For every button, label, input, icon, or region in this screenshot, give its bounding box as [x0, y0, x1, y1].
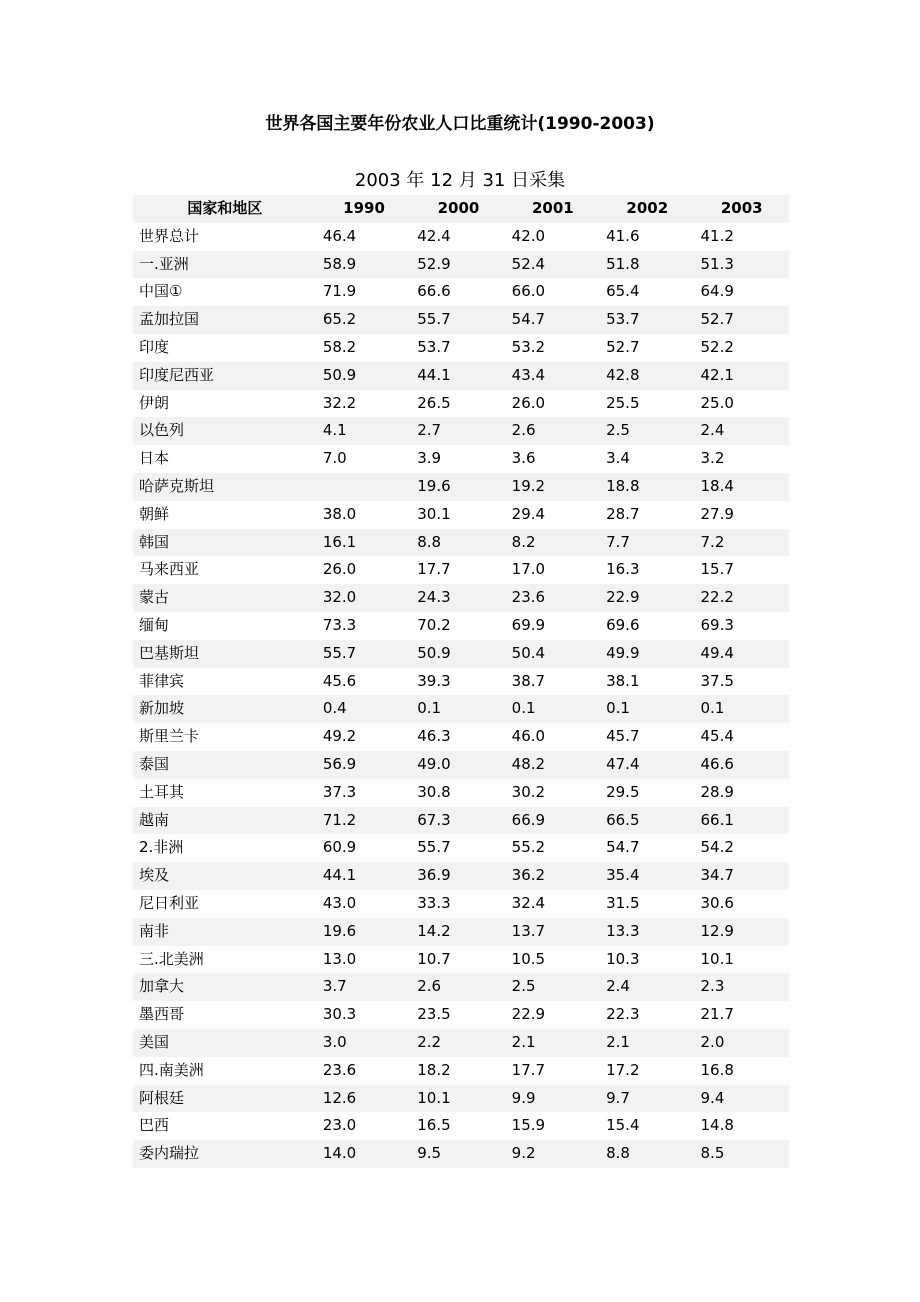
- value-2001-cell: 66.9: [506, 807, 600, 835]
- table-row: [133, 445, 789, 473]
- value-2002-cell: 10.3: [606, 949, 640, 968]
- value-2003-cell: 64.9: [700, 282, 734, 301]
- value-2000-cell: 50.9: [411, 640, 505, 668]
- value-1990-cell: 60.9: [322, 838, 357, 857]
- table-row: [133, 695, 789, 723]
- region-cell: 新加坡: [133, 695, 317, 723]
- region-cell: 巴西: [139, 1116, 170, 1135]
- region-cell: 孟加拉国: [133, 306, 317, 334]
- value-1990-cell: 71.2: [317, 807, 411, 835]
- value-2000-cell: 52.9: [411, 251, 505, 279]
- value-1990-cell: 46.4: [322, 226, 357, 245]
- table-row: [133, 417, 789, 445]
- value-2002-cell: 25.5: [606, 393, 640, 412]
- region-cell: 加拿大: [133, 973, 317, 1001]
- value-2002-cell: 42.8: [600, 362, 694, 390]
- value-1990-cell: 30.3: [322, 1005, 357, 1024]
- value-1990-cell: 3.7: [317, 973, 411, 1001]
- value-2003-cell: 10.1: [700, 949, 734, 968]
- value-2003-cell: 22.2: [695, 584, 789, 612]
- value-2002-cell: 54.7: [606, 838, 640, 857]
- value-2000-cell: 33.3: [417, 893, 451, 912]
- region-cell: 委内瑞拉: [133, 1140, 317, 1168]
- value-2003-cell: 54.2: [700, 838, 734, 857]
- value-1990-cell: 4.1: [317, 417, 411, 445]
- value-2001-cell: 36.2: [506, 862, 600, 890]
- value-2003-cell: 37.5: [700, 671, 734, 690]
- value-2000-cell: 19.6: [411, 473, 505, 501]
- header-year-2002: 2002: [600, 195, 694, 223]
- value-1990-cell: 23.0: [322, 1116, 357, 1135]
- value-2002-cell: 52.7: [606, 337, 640, 356]
- table-row: [133, 946, 789, 974]
- value-1990-cell: 44.1: [317, 862, 411, 890]
- value-2001-cell: 46.0: [511, 727, 546, 746]
- value-2000-cell: 2.6: [411, 973, 505, 1001]
- value-2001-cell: 2.5: [506, 973, 600, 1001]
- table-row: [133, 1140, 789, 1168]
- value-1990-cell: 37.3: [322, 782, 357, 801]
- value-2002-cell: 22.9: [600, 584, 694, 612]
- value-2001-cell: 69.9: [511, 615, 546, 634]
- region-cell: 印度尼西亚: [133, 362, 317, 390]
- table-row: [133, 390, 789, 418]
- value-2002-cell: 41.6: [606, 226, 640, 245]
- value-2000-cell: 8.8: [411, 529, 505, 557]
- region-cell: 缅甸: [139, 615, 170, 634]
- value-1990-cell: 3.0: [317, 1029, 411, 1057]
- value-2000-cell: 53.7: [417, 337, 451, 356]
- value-1990-cell: 23.6: [322, 1060, 357, 1079]
- table-row: [133, 473, 789, 501]
- value-2001-cell: 0.1: [506, 695, 600, 723]
- value-2001-cell: 30.2: [511, 782, 546, 801]
- table-row: [133, 529, 789, 557]
- value-2001-cell: 3.6: [511, 449, 536, 468]
- value-2003-cell: 15.7: [700, 560, 734, 579]
- region-cell: 马来西亚: [139, 560, 200, 579]
- value-1990-cell: 12.6: [317, 1085, 411, 1113]
- region-cell: 以色列: [133, 417, 317, 445]
- table-row: [133, 334, 789, 362]
- region-cell: 埃及: [133, 862, 317, 890]
- value-2002-cell: 0.1: [600, 695, 694, 723]
- value-2002-cell: 2.1: [600, 1029, 694, 1057]
- collection-date: 2003 年 12 月 31 日采集: [354, 170, 566, 191]
- value-2002-cell: 29.5: [606, 782, 640, 801]
- value-2002-cell: 53.7: [600, 306, 694, 334]
- value-2001-cell: 32.4: [511, 893, 546, 912]
- value-2003-cell: 3.2: [700, 449, 725, 468]
- region-cell: 尼日利亚: [139, 893, 200, 912]
- value-2003-cell: 25.0: [700, 393, 734, 412]
- region-cell: 菲律宾: [139, 671, 185, 690]
- table-row: [133, 640, 789, 668]
- value-2003-cell: 21.7: [700, 1005, 734, 1024]
- region-cell: 墨西哥: [139, 1005, 185, 1024]
- table-row: [133, 807, 789, 835]
- value-2002-cell: 49.9: [600, 640, 694, 668]
- value-2001-cell: 2.6: [506, 417, 600, 445]
- value-1990-cell: 32.0: [317, 584, 411, 612]
- value-2001-cell: 26.0: [511, 393, 546, 412]
- table-row: [133, 556, 789, 584]
- table-row: [133, 501, 789, 529]
- value-1990-cell: 19.6: [317, 918, 411, 946]
- value-2003-cell: 46.6: [695, 751, 789, 779]
- region-cell: 美国: [133, 1029, 317, 1057]
- value-2002-cell: 51.8: [600, 251, 694, 279]
- value-2000-cell: 36.9: [411, 862, 505, 890]
- value-2000-cell: 23.5: [417, 1005, 451, 1024]
- value-1990-cell: 71.9: [322, 282, 357, 301]
- value-2000-cell: 70.2: [417, 615, 451, 634]
- value-1990-cell: 45.6: [322, 671, 357, 690]
- value-2003-cell: 42.1: [695, 362, 789, 390]
- value-1990-cell: 32.2: [322, 393, 357, 412]
- value-2003-cell: 49.4: [695, 640, 789, 668]
- value-2000-cell: 9.5: [411, 1140, 505, 1168]
- value-2000-cell: 3.9: [417, 449, 442, 468]
- table-row: [133, 251, 789, 279]
- region-cell: 一.亚洲: [133, 251, 317, 279]
- region-cell: 巴基斯坦: [133, 640, 317, 668]
- table-row: [133, 223, 789, 251]
- value-2002-cell: 9.7: [600, 1085, 694, 1113]
- value-2001-cell: 42.0: [511, 226, 546, 245]
- value-1990-cell: 16.1: [317, 529, 411, 557]
- table-row: [133, 973, 789, 1001]
- region-cell: 越南: [133, 807, 317, 835]
- value-1990-cell: 56.9: [317, 751, 411, 779]
- region-cell: 阿根廷: [133, 1085, 317, 1113]
- table-row: [133, 1057, 789, 1085]
- table-header: [133, 195, 789, 223]
- table-row: [133, 1112, 789, 1140]
- value-2001-cell: 55.2: [511, 838, 546, 857]
- region-cell: 南非: [133, 918, 317, 946]
- value-2002-cell: 3.4: [606, 449, 630, 468]
- value-2000-cell: 49.0: [411, 751, 505, 779]
- value-2000-cell: 66.6: [417, 282, 451, 301]
- region-cell: 三.北美洲: [139, 949, 204, 968]
- table-row: [133, 362, 789, 390]
- value-2000-cell: 26.5: [417, 393, 451, 412]
- value-2003-cell: 45.4: [700, 727, 734, 746]
- value-2003-cell: 30.6: [700, 893, 734, 912]
- value-2003-cell: 7.2: [695, 529, 789, 557]
- value-1990-cell: 26.0: [322, 560, 357, 579]
- value-2000-cell: 2.2: [411, 1029, 505, 1057]
- value-2003-cell: 16.8: [700, 1060, 734, 1079]
- value-2002-cell: 69.6: [606, 615, 640, 634]
- value-2002-cell: 47.4: [600, 751, 694, 779]
- agricultural-population-table: [133, 195, 789, 1168]
- value-2001-cell: 50.4: [506, 640, 600, 668]
- value-2003-cell: 27.9: [700, 504, 734, 523]
- value-2000-cell: 30.8: [417, 782, 451, 801]
- value-2001-cell: 66.0: [511, 282, 546, 301]
- region-cell: 蒙古: [133, 584, 317, 612]
- value-2001-cell: 38.7: [511, 671, 546, 690]
- header-year-1990: 1990: [317, 195, 411, 223]
- value-2003-cell: 0.1: [695, 695, 789, 723]
- header-region: 国家和地区: [133, 195, 317, 223]
- value-2000-cell: 30.1: [417, 504, 451, 523]
- value-2001-cell: 17.0: [511, 560, 546, 579]
- value-2000-cell: 16.5: [417, 1116, 451, 1135]
- header-year-2000: 2000: [411, 195, 505, 223]
- value-2003-cell: 28.9: [700, 782, 734, 801]
- value-2001-cell: 8.2: [506, 529, 600, 557]
- value-1990-cell: 65.2: [317, 306, 411, 334]
- region-cell: 哈萨克斯坦: [133, 473, 317, 501]
- value-2003-cell: 52.2: [700, 337, 734, 356]
- value-1990-cell: [317, 473, 411, 501]
- value-2003-cell: 14.8: [700, 1116, 734, 1135]
- value-2000-cell: 10.1: [411, 1085, 505, 1113]
- value-2001-cell: 54.7: [506, 306, 600, 334]
- table-body: [133, 223, 789, 1168]
- header-year-2001: 2001: [506, 195, 600, 223]
- value-2003-cell: 69.3: [700, 615, 734, 634]
- value-2002-cell: 2.5: [600, 417, 694, 445]
- value-2000-cell: 0.1: [411, 695, 505, 723]
- value-1990-cell: 49.2: [322, 727, 357, 746]
- value-2003-cell: 2.4: [695, 417, 789, 445]
- table-row: [133, 834, 789, 862]
- value-2001-cell: 13.7: [506, 918, 600, 946]
- table-row: [133, 278, 789, 306]
- value-1990-cell: 7.0: [322, 449, 347, 468]
- table-row: [133, 890, 789, 918]
- value-1990-cell: 14.0: [317, 1140, 411, 1168]
- value-2000-cell: 55.7: [411, 306, 505, 334]
- region-cell: 伊朗: [139, 393, 170, 412]
- region-cell: 朝鲜: [139, 504, 170, 523]
- table-row: [133, 918, 789, 946]
- region-cell: 印度: [139, 337, 170, 356]
- value-2001-cell: 9.2: [506, 1140, 600, 1168]
- value-2001-cell: 29.4: [511, 504, 546, 523]
- value-1990-cell: 13.0: [322, 949, 357, 968]
- value-1990-cell: 73.3: [322, 615, 357, 634]
- value-2002-cell: 8.8: [600, 1140, 694, 1168]
- region-cell: 日本: [139, 449, 170, 468]
- value-2000-cell: 2.7: [411, 417, 505, 445]
- value-2001-cell: 52.4: [506, 251, 600, 279]
- value-2001-cell: 53.2: [511, 337, 546, 356]
- header-row: [133, 195, 789, 223]
- table-row: [133, 668, 789, 696]
- value-2001-cell: 10.5: [511, 949, 546, 968]
- value-2001-cell: 19.2: [506, 473, 600, 501]
- table-row: [133, 723, 789, 751]
- region-cell: 2.非洲: [139, 838, 184, 857]
- value-2003-cell: 2.3: [695, 973, 789, 1001]
- value-2002-cell: 66.5: [600, 807, 694, 835]
- value-1990-cell: 50.9: [317, 362, 411, 390]
- value-2000-cell: 44.1: [411, 362, 505, 390]
- value-1990-cell: 0.4: [317, 695, 411, 723]
- region-cell: 泰国: [133, 751, 317, 779]
- value-2002-cell: 65.4: [606, 282, 640, 301]
- table-row: [133, 584, 789, 612]
- table-row: [133, 779, 789, 807]
- region-cell: 中国①: [139, 282, 183, 301]
- region-cell: 韩国: [133, 529, 317, 557]
- value-2002-cell: 45.7: [606, 727, 640, 746]
- table-row: [133, 1001, 789, 1029]
- value-2000-cell: 17.7: [417, 560, 451, 579]
- region-cell: 世界总计: [139, 226, 200, 245]
- value-2000-cell: 67.3: [411, 807, 505, 835]
- region-cell: 土耳其: [139, 782, 185, 801]
- value-2002-cell: 7.7: [600, 529, 694, 557]
- table-row: [133, 612, 789, 640]
- value-2003-cell: 12.9: [695, 918, 789, 946]
- table-row: [133, 862, 789, 890]
- value-2000-cell: 24.3: [411, 584, 505, 612]
- value-2000-cell: 55.7: [417, 838, 451, 857]
- table-row: [133, 306, 789, 334]
- value-2002-cell: 35.4: [600, 862, 694, 890]
- value-2003-cell: 9.4: [695, 1085, 789, 1113]
- table-row: [133, 751, 789, 779]
- value-2000-cell: 42.4: [417, 226, 451, 245]
- value-2003-cell: 52.7: [695, 306, 789, 334]
- value-2000-cell: 39.3: [417, 671, 451, 690]
- value-2001-cell: 22.9: [511, 1005, 546, 1024]
- value-2002-cell: 22.3: [606, 1005, 640, 1024]
- value-2001-cell: 2.1: [506, 1029, 600, 1057]
- value-2002-cell: 2.4: [600, 973, 694, 1001]
- value-2000-cell: 14.2: [411, 918, 505, 946]
- value-2002-cell: 28.7: [606, 504, 640, 523]
- value-2003-cell: 34.7: [695, 862, 789, 890]
- value-2001-cell: 43.4: [506, 362, 600, 390]
- value-2003-cell: 18.4: [695, 473, 789, 501]
- table-row: [133, 1085, 789, 1113]
- value-1990-cell: 58.2: [322, 337, 357, 356]
- value-2002-cell: 18.8: [600, 473, 694, 501]
- value-2002-cell: 15.4: [606, 1116, 640, 1135]
- value-2000-cell: 46.3: [417, 727, 451, 746]
- value-2003-cell: 41.2: [700, 226, 734, 245]
- document-title: 世界各国主要年份农业人口比重统计(1990-2003): [265, 114, 655, 134]
- value-2003-cell: 2.0: [695, 1029, 789, 1057]
- value-2003-cell: 66.1: [695, 807, 789, 835]
- value-2000-cell: 10.7: [417, 949, 451, 968]
- value-2002-cell: 17.2: [606, 1060, 640, 1079]
- value-2003-cell: 8.5: [695, 1140, 789, 1168]
- value-1990-cell: 43.0: [322, 893, 357, 912]
- region-cell: 斯里兰卡: [139, 727, 200, 746]
- table-row: [133, 1029, 789, 1057]
- value-1990-cell: 38.0: [322, 504, 357, 523]
- value-2001-cell: 48.2: [506, 751, 600, 779]
- value-2002-cell: 31.5: [606, 893, 640, 912]
- header-year-2003: 2003: [695, 195, 789, 223]
- value-2002-cell: 13.3: [600, 918, 694, 946]
- value-1990-cell: 55.7: [317, 640, 411, 668]
- value-1990-cell: 58.9: [317, 251, 411, 279]
- value-2001-cell: 23.6: [506, 584, 600, 612]
- value-2001-cell: 15.9: [511, 1116, 546, 1135]
- value-2003-cell: 51.3: [695, 251, 789, 279]
- value-2001-cell: 17.7: [511, 1060, 546, 1079]
- value-2002-cell: 38.1: [606, 671, 640, 690]
- value-2000-cell: 18.2: [417, 1060, 451, 1079]
- value-2001-cell: 9.9: [506, 1085, 600, 1113]
- region-cell: 四.南美洲: [139, 1060, 204, 1079]
- value-2002-cell: 16.3: [606, 560, 640, 579]
